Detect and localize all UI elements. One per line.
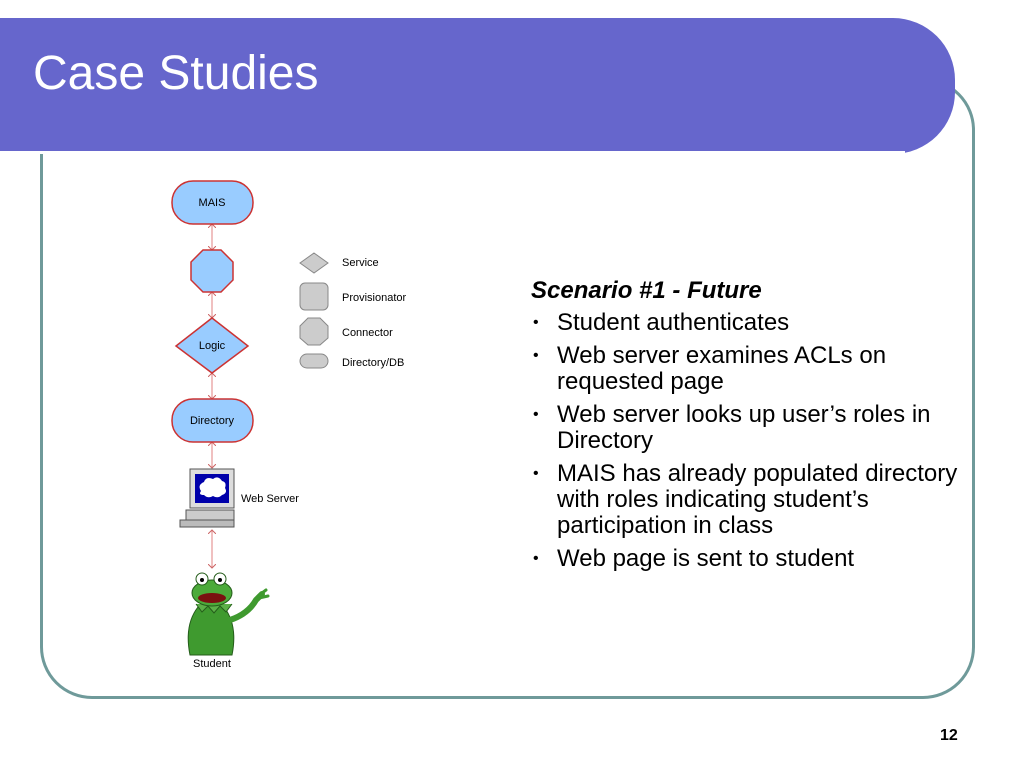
octagon-node	[191, 250, 233, 292]
logic-node	[176, 318, 248, 373]
bullet-item	[531, 461, 961, 539]
bullet-item	[531, 402, 961, 454]
directory-node	[172, 399, 253, 442]
mais-label: MAIS	[198, 197, 226, 209]
bullet-item	[531, 546, 961, 572]
web-server-label: Web Server	[241, 493, 299, 505]
scenario-title: Scenario #1 - Future	[531, 277, 762, 304]
bullet-text: Student authenticates	[557, 309, 790, 336]
diagram-legend	[300, 253, 407, 369]
legend-connector-label: Connector	[342, 327, 393, 339]
bullet-text: Web server looks up user’s roles in Directory	[557, 401, 931, 454]
bullet-item	[531, 343, 961, 395]
legend-service-label: Service	[342, 257, 379, 269]
legend-directory-shape	[300, 354, 328, 368]
mais-node	[172, 181, 253, 224]
page-number: 12	[940, 727, 958, 744]
bullet-dot: •	[533, 347, 539, 364]
logic-label: Logic	[198, 340, 226, 352]
legend-directory-label: Directory/DB	[342, 357, 405, 369]
bullet-list	[531, 310, 961, 572]
legend-service-shape	[300, 253, 328, 273]
student-figure-icon	[188, 573, 268, 655]
bullet-text: MAIS has already populated directory with roles indicating student’s participation in class	[557, 460, 958, 539]
computer-icon	[180, 469, 234, 527]
directory-label: Directory	[189, 415, 235, 427]
bullet-text: Web page is sent to student	[557, 545, 855, 572]
legend-provisionator-label: Provisionator	[342, 292, 407, 304]
scenario-content	[531, 277, 961, 579]
legend-provisionator-shape	[300, 283, 328, 310]
bullet-dot: •	[533, 465, 539, 482]
bullet-dot: •	[533, 550, 539, 567]
slide-title: Case Studies	[33, 47, 319, 100]
bullet-text: Web server examines ACLs on requested page	[557, 342, 887, 395]
bullet-dot: •	[533, 406, 539, 423]
bullet-item	[531, 310, 961, 336]
bullet-dot: •	[533, 314, 539, 331]
student-label: Student	[193, 658, 231, 670]
legend-connector-shape	[300, 318, 328, 345]
